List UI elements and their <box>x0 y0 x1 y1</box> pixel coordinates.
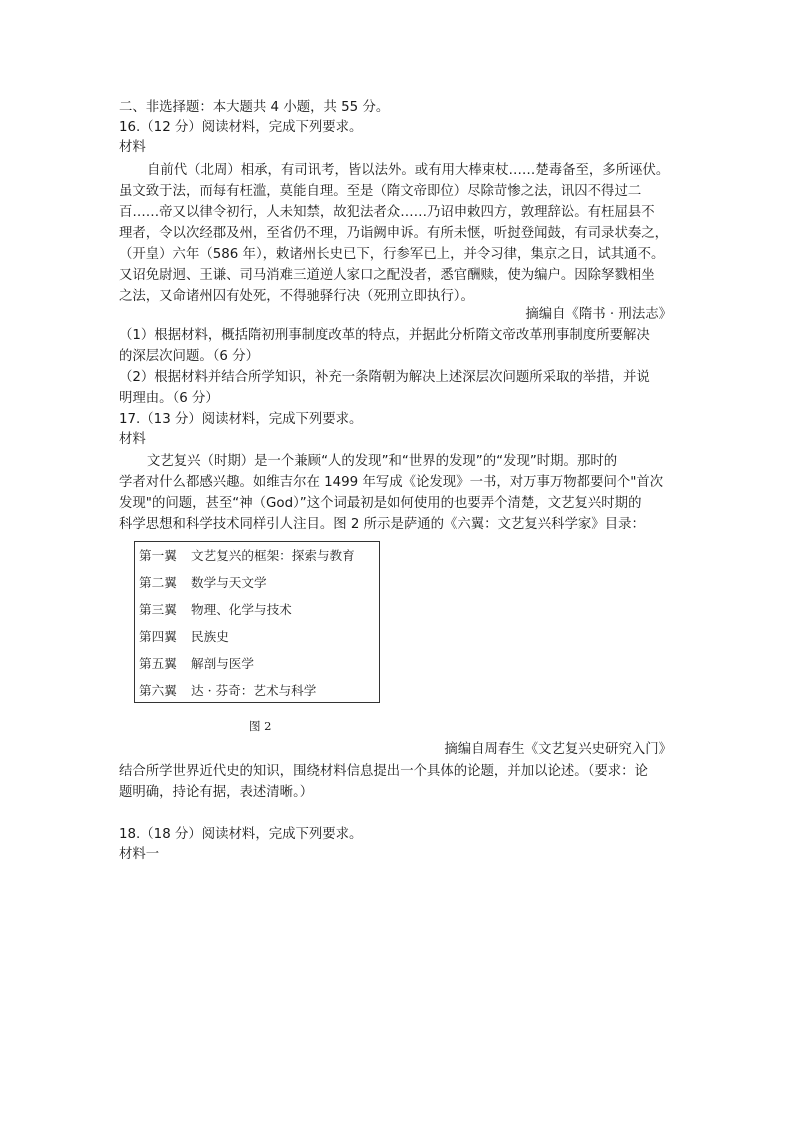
wing-topic: 物理、化学与技术 <box>191 602 292 617</box>
q16-paragraph-line: （开皇）六年（586 年），敕诸州长史已下，行参军已上，并令习律，集京之日，试其通不。 <box>119 247 665 262</box>
figure-row <box>139 574 267 592</box>
wing-topic: 达 · 芬奇：艺术与科学 <box>191 683 317 698</box>
q17-paragraph-line: 学者对什么都感兴趣。如维吉尔在 1499 年写成《论发现》一书，对万事万物都要问个"首次 <box>119 475 664 490</box>
wing-topic: 数学与天文学 <box>191 575 267 590</box>
wing-topic: 解剖与医学 <box>191 656 254 671</box>
wing-label: 第二翼 <box>139 575 177 590</box>
q16-title: 16.（12 分）阅读材料，完成下列要求。 <box>119 120 363 135</box>
figure-2-table <box>134 541 380 703</box>
q17-material-label: 材料 <box>119 432 146 447</box>
q17-paragraph-line: 发现"的问题，甚至“神（God）”这个词最初是如何使用的也要弄个清楚，文艺复兴时期的 <box>119 496 642 511</box>
q17-paragraph-line: 科学思想和科学技术同样引人注目。图 2 所示是萨通的《六翼：文艺复兴科学家》目录： <box>119 517 645 532</box>
q16-paragraph-line: 自前代（北周）相承，有司讯考，皆以法外。或有用大棒束杖……楚毒备至，多所诬伏。 <box>147 163 670 178</box>
figure-row <box>139 547 355 565</box>
wing-label: 第一翼 <box>139 548 177 563</box>
q16-paragraph-line: 之法，又命诸州囚有处死，不得驰驿行决（死刑立即执行）。 <box>119 289 474 304</box>
q16-paragraph-line: 虽文致于法，而每有枉滥，莫能自理。至是（隋文帝即位）尽除苛惨之法，讯囚不得过二 <box>119 184 642 199</box>
wing-label: 第五翼 <box>139 656 177 671</box>
figure-row <box>139 655 254 673</box>
q16-material-label: 材料 <box>119 140 146 155</box>
figure-row <box>139 628 229 646</box>
q17-source: 摘编自周春生《文艺复兴史研究入门》 <box>444 742 672 757</box>
q17-requirement: 题明确，持论有据，表述清晰。） <box>119 785 314 800</box>
q16-requirement-1: 的深层次问题。（6 分） <box>119 349 259 364</box>
q16-requirement-2: （2）根据材料并结合所学知识，补充一条隋朝为解决上述深层次问题所采取的举措，并说 <box>119 370 650 385</box>
wing-topic: 民族史 <box>191 629 229 644</box>
wing-label: 第六翼 <box>139 683 177 698</box>
wing-topic: 文艺复兴的框架：探索与教育 <box>191 548 355 563</box>
q16-paragraph-line: 百……帝又以律令初行，人未知禁，故犯法者众……乃诏申敕四方，敦理辞讼。有枉屈县不 <box>119 205 655 220</box>
figure-row <box>139 682 316 700</box>
q17-paragraph-line: 文艺复兴（时期）是一个兼顾“人的发现”和“世界的发现”的“发现”时期。那时的 <box>147 454 618 469</box>
figure-caption: 图 2 <box>249 719 272 733</box>
figure-row <box>139 601 292 619</box>
wing-label: 第三翼 <box>139 602 177 617</box>
wing-label: 第四翼 <box>139 629 177 644</box>
q18-title: 18.（18 分）阅读材料，完成下列要求。 <box>119 827 363 842</box>
q17-title: 17.（13 分）阅读材料，完成下列要求。 <box>119 412 363 427</box>
q16-paragraph-line: 理者，令以次经郡及州，至省仍不理，乃诣阙申诉。有所未惬，听挝登闻鼓，有司录状奏之， <box>119 226 669 241</box>
q16-paragraph-line: 又诏免尉迥、王谦、司马消难三道逆人家口之配没者，悉官酬赎，使为编户。因除孥戮相坐 <box>119 268 655 283</box>
q17-requirement: 结合所学世界近代史的知识，围绕材料信息提出一个具体的论题，并加以论述。（要求：论 <box>119 764 648 779</box>
q16-source: 摘编自《隋书 · 刑法志》 <box>525 307 672 322</box>
section-header: 二、非选择题：本大题共 4 小题，共 55 分。 <box>119 100 390 115</box>
q16-requirement-1: （1）根据材料，概括隋初刑事制度改革的特点，并据此分析隋文帝改革刑事制度所要解决 <box>119 328 650 343</box>
q16-requirement-2: 明理由。（6 分） <box>119 391 219 406</box>
q18-material-label: 材料一 <box>119 847 160 862</box>
